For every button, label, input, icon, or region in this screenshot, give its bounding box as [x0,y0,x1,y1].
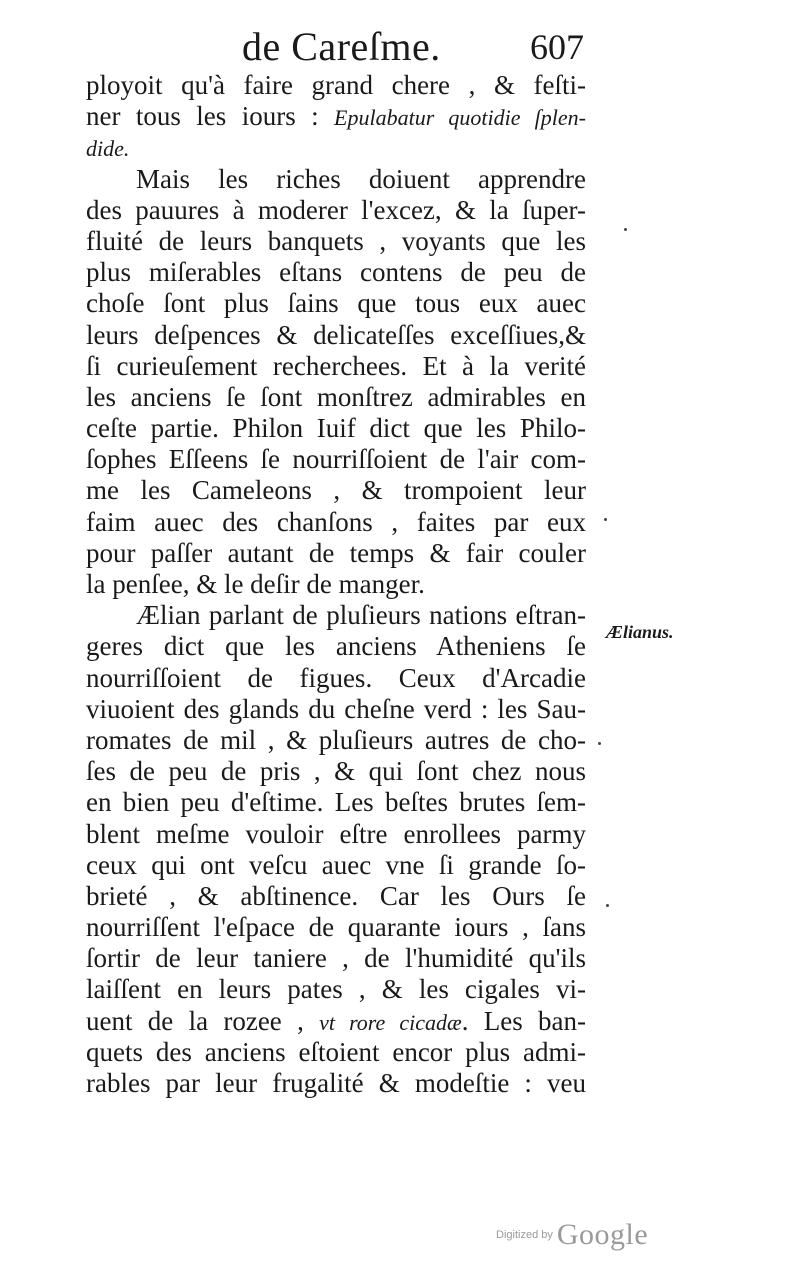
watermark-prefix: Digitized by [496,1229,553,1241]
text-line: ſi curieuſement recherchees. Et à la verité [86,350,586,381]
text-line: quets des anciens eſtoient encor plus admi- [86,1036,586,1067]
text-line: les anciens ſe ſont monſtrez admirables en [86,381,586,412]
page-number: 607 [530,27,584,67]
text-line: faim auec des chanſons , faites par eux [86,506,586,537]
text-line: ſes de peu de pris , & qui ſont chez nous [86,756,586,787]
text-line: nourriſſent l'eſpace de quarante iours , ſans [86,912,586,943]
text-line: rables par leur frugalité & modeſtie : veu [86,1068,586,1098]
text-line: me les Cameleons , & trompoient leur [86,475,586,506]
text-line: pour paſſer autant de temps & fair couler [86,537,586,568]
text-line: plus miſerables eſtans contens de peu de [86,257,586,288]
print-speck [598,742,601,745]
paragraph-start: Ælian parlant de pluſieurs nations eſtran- [136,600,586,631]
text-line: fluité de leurs banquets , voyants que les [86,225,586,256]
text-line: viuoient des glands du cheſne verd : les Sau- [86,693,586,724]
text-line: des pauures à moderer l'excez, & la ſuper- [86,194,586,225]
paragraph-start: Mais les riches doiuent apprendre [136,163,586,194]
text-line: ceux qui ont veſcu auec vne ſi grande ſo- [86,849,586,880]
print-speck [624,228,627,231]
google-logo: Google [556,1218,649,1251]
text-line: ſortir de leur taniere , de l'humidité qu'ils [86,943,586,974]
text-line: en bien peu d'eſtime. Les beſtes brutes ſem- [86,787,586,818]
latin-quote: Epulabatur quotidie ſplen- [334,105,586,131]
latin-quote: dide. [86,136,130,162]
text-line: choſe ſont plus ſains que tous eux auec [86,288,586,319]
text-line: laiſſent en leurs pates , & les cigales vi- [86,974,586,1005]
text-line: la penſee, & le deſir de manger. [86,569,425,599]
text-line: ſophes Eſſeens ſe nourriſſoient de l'air com- [86,444,586,475]
page-body [86,70,586,1099]
text-line: blent meſme vouloir eſtre enrollees parmy [86,818,586,849]
text-line: uent de la rozee , vt rore cicadæ. Les ban- [86,1005,586,1036]
text-line: brieté , & abſtinence. Car les Ours ſe [86,880,586,911]
text-line: geres dict que les anciens Atheniens ſe [86,631,586,662]
text-line: leurs deſpences & delicateſſes exceſſiues,& [86,319,586,350]
latin-quote: vt rore cicadæ [319,1009,462,1035]
text-line [86,132,586,163]
print-speck [606,904,609,907]
margin-note: Ælianus. [606,622,674,642]
text-line: ceſte partie. Philon Iuif dict que les Philo- [86,413,586,444]
running-title: de Careſme. [242,24,441,69]
digitization-watermark [496,1218,648,1258]
text-line: nourriſſoient de figues. Ceux d'Arcadie [86,662,586,693]
page-header [86,22,586,72]
text-line: romates de mil , & pluſieurs autres de cho- [86,724,586,755]
print-speck [604,518,607,521]
text-line: ployoit qu'à faire grand chere , & feſti- [86,70,586,100]
text-line: ner tous les iours : Epulabatur quotidie ſplen- [86,101,586,132]
